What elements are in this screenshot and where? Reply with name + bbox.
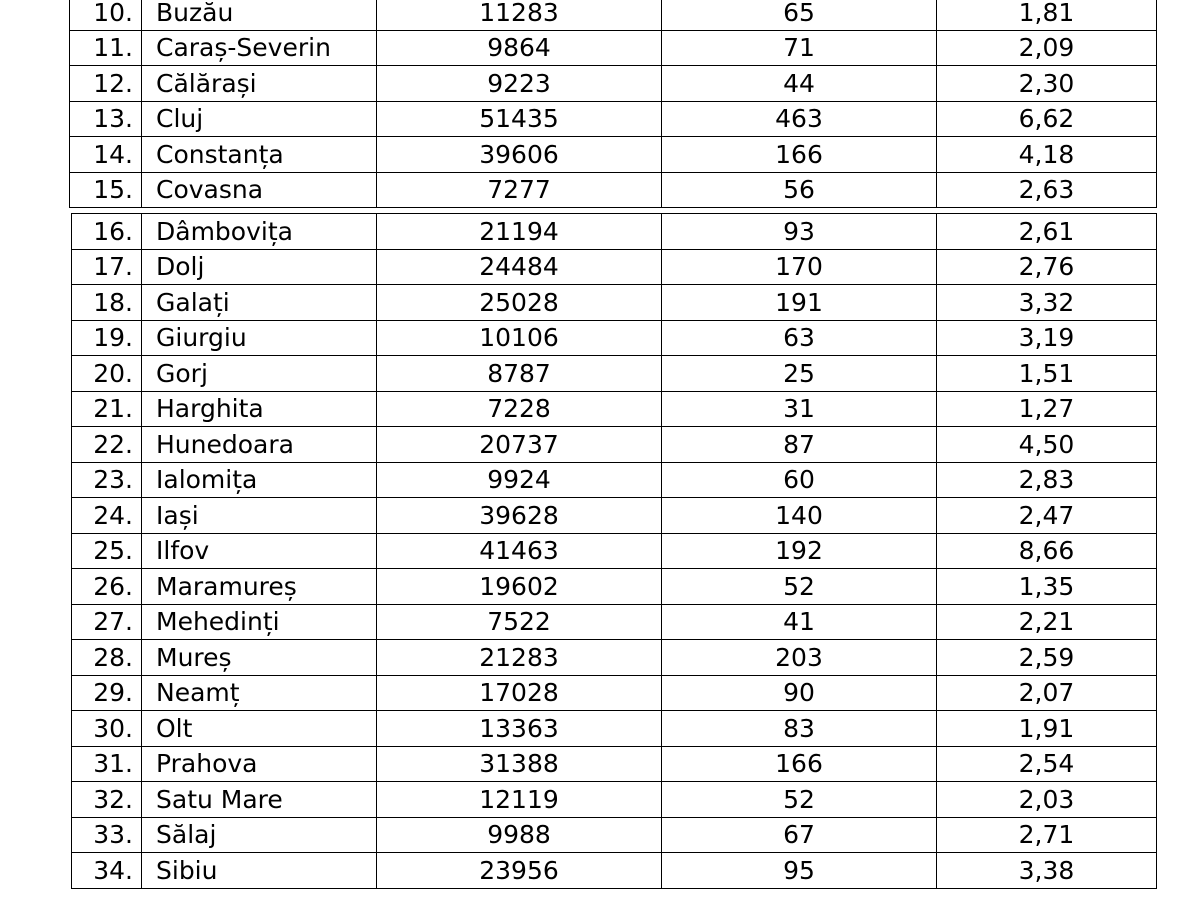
value-col-b: 71 <box>662 30 937 66</box>
row-number: 20. <box>72 356 142 392</box>
value-col-c: 1,91 <box>937 711 1157 747</box>
value-col-b: 67 <box>662 817 937 853</box>
row-number: 17. <box>72 249 142 285</box>
value-col-a: 7277 <box>377 172 662 208</box>
table-row <box>72 249 1157 285</box>
table-row <box>72 853 1157 889</box>
county-name: Caraș-Severin <box>142 30 377 66</box>
table-row <box>70 172 1157 208</box>
row-number: 30. <box>72 711 142 747</box>
table-row <box>72 320 1157 356</box>
value-col-c: 2,63 <box>937 172 1157 208</box>
row-number: 12. <box>70 66 142 102</box>
county-name: Buzău <box>142 0 377 30</box>
value-col-a: 10106 <box>377 320 662 356</box>
county-name: Harghita <box>142 391 377 427</box>
table-row <box>72 640 1157 676</box>
value-col-a: 12119 <box>377 782 662 818</box>
value-col-a: 20737 <box>377 427 662 463</box>
table-row <box>72 675 1157 711</box>
value-col-a: 39628 <box>377 498 662 534</box>
value-col-b: 63 <box>662 320 937 356</box>
table-row <box>72 356 1157 392</box>
value-col-a: 9924 <box>377 462 662 498</box>
county-name: Maramureș <box>142 569 377 605</box>
county-name: Giurgiu <box>142 320 377 356</box>
value-col-a: 13363 <box>377 711 662 747</box>
value-col-c: 3,19 <box>937 320 1157 356</box>
county-name: Sibiu <box>142 853 377 889</box>
table-row <box>72 533 1157 569</box>
value-col-c: 2,54 <box>937 746 1157 782</box>
value-col-b: 166 <box>662 746 937 782</box>
value-col-c: 2,71 <box>937 817 1157 853</box>
value-col-a: 39606 <box>377 137 662 173</box>
value-col-a: 25028 <box>377 285 662 321</box>
value-col-b: 95 <box>662 853 937 889</box>
value-col-a: 31388 <box>377 746 662 782</box>
row-number: 22. <box>72 427 142 463</box>
county-name: Neamț <box>142 675 377 711</box>
table-row <box>70 66 1157 102</box>
value-col-a: 9864 <box>377 30 662 66</box>
value-col-c: 1,27 <box>937 391 1157 427</box>
table-body-bottom <box>72 214 1157 889</box>
value-col-c: 1,51 <box>937 356 1157 392</box>
value-col-b: 140 <box>662 498 937 534</box>
row-number: 19. <box>72 320 142 356</box>
county-name: Covasna <box>142 172 377 208</box>
value-col-c: 4,50 <box>937 427 1157 463</box>
value-col-c: 2,83 <box>937 462 1157 498</box>
row-number: 11. <box>70 30 142 66</box>
county-name: Dâmbovița <box>142 214 377 250</box>
value-col-a: 21194 <box>377 214 662 250</box>
row-number: 32. <box>72 782 142 818</box>
value-col-c: 2,30 <box>937 66 1157 102</box>
county-table-top <box>69 0 1157 208</box>
table-row <box>70 0 1157 30</box>
value-col-b: 60 <box>662 462 937 498</box>
table-row <box>70 101 1157 137</box>
row-number: 28. <box>72 640 142 676</box>
value-col-a: 17028 <box>377 675 662 711</box>
table-row <box>72 214 1157 250</box>
row-number: 23. <box>72 462 142 498</box>
county-name: Călărași <box>142 66 377 102</box>
value-col-c: 2,61 <box>937 214 1157 250</box>
value-col-c: 2,09 <box>937 30 1157 66</box>
table-row <box>72 746 1157 782</box>
value-col-c: 2,21 <box>937 604 1157 640</box>
value-col-b: 87 <box>662 427 937 463</box>
county-name: Dolj <box>142 249 377 285</box>
table-row <box>72 817 1157 853</box>
value-col-a: 7228 <box>377 391 662 427</box>
county-name: Satu Mare <box>142 782 377 818</box>
county-table-bottom <box>71 213 1157 889</box>
value-col-a: 9988 <box>377 817 662 853</box>
county-name: Ialomița <box>142 462 377 498</box>
row-number: 27. <box>72 604 142 640</box>
value-col-b: 170 <box>662 249 937 285</box>
value-col-a: 23956 <box>377 853 662 889</box>
value-col-b: 25 <box>662 356 937 392</box>
county-name: Prahova <box>142 746 377 782</box>
value-col-b: 83 <box>662 711 937 747</box>
value-col-c: 2,76 <box>937 249 1157 285</box>
value-col-c: 1,35 <box>937 569 1157 605</box>
value-col-c: 2,47 <box>937 498 1157 534</box>
row-number: 33. <box>72 817 142 853</box>
value-col-a: 11283 <box>377 0 662 30</box>
table-row <box>72 285 1157 321</box>
county-name: Mehedinți <box>142 604 377 640</box>
value-col-b: 52 <box>662 569 937 605</box>
value-col-b: 44 <box>662 66 937 102</box>
value-col-c: 8,66 <box>937 533 1157 569</box>
value-col-b: 41 <box>662 604 937 640</box>
county-name: Galați <box>142 285 377 321</box>
table-row <box>72 782 1157 818</box>
table-row <box>72 427 1157 463</box>
value-col-a: 7522 <box>377 604 662 640</box>
row-number: 29. <box>72 675 142 711</box>
table-row <box>72 604 1157 640</box>
value-col-b: 166 <box>662 137 937 173</box>
county-name: Hunedoara <box>142 427 377 463</box>
row-number: 10. <box>70 0 142 30</box>
value-col-a: 41463 <box>377 533 662 569</box>
county-name: Gorj <box>142 356 377 392</box>
value-col-b: 65 <box>662 0 937 30</box>
value-col-a: 51435 <box>377 101 662 137</box>
value-col-b: 31 <box>662 391 937 427</box>
county-name: Iași <box>142 498 377 534</box>
value-col-a: 21283 <box>377 640 662 676</box>
row-number: 15. <box>70 172 142 208</box>
value-col-a: 19602 <box>377 569 662 605</box>
row-number: 31. <box>72 746 142 782</box>
row-number: 16. <box>72 214 142 250</box>
value-col-c: 3,38 <box>937 853 1157 889</box>
row-number: 21. <box>72 391 142 427</box>
row-number: 26. <box>72 569 142 605</box>
value-col-b: 203 <box>662 640 937 676</box>
row-number: 24. <box>72 498 142 534</box>
row-number: 18. <box>72 285 142 321</box>
county-name: Mureș <box>142 640 377 676</box>
value-col-a: 8787 <box>377 356 662 392</box>
value-col-a: 24484 <box>377 249 662 285</box>
value-col-c: 4,18 <box>937 137 1157 173</box>
value-col-b: 52 <box>662 782 937 818</box>
row-number: 25. <box>72 533 142 569</box>
table-row <box>72 569 1157 605</box>
value-col-c: 2,59 <box>937 640 1157 676</box>
value-col-b: 192 <box>662 533 937 569</box>
value-col-a: 9223 <box>377 66 662 102</box>
table-row <box>72 498 1157 534</box>
table-row <box>70 137 1157 173</box>
value-col-c: 2,07 <box>937 675 1157 711</box>
table-row <box>72 462 1157 498</box>
county-name: Cluj <box>142 101 377 137</box>
county-name: Constanța <box>142 137 377 173</box>
table-body-top <box>70 0 1157 208</box>
table-row <box>72 391 1157 427</box>
value-col-b: 90 <box>662 675 937 711</box>
value-col-b: 191 <box>662 285 937 321</box>
value-col-c: 6,62 <box>937 101 1157 137</box>
value-col-c: 3,32 <box>937 285 1157 321</box>
county-name: Ilfov <box>142 533 377 569</box>
county-name: Sălaj <box>142 817 377 853</box>
value-col-b: 56 <box>662 172 937 208</box>
row-number: 14. <box>70 137 142 173</box>
table-row <box>70 30 1157 66</box>
value-col-b: 93 <box>662 214 937 250</box>
row-number: 13. <box>70 101 142 137</box>
county-name: Olt <box>142 711 377 747</box>
value-col-c: 1,81 <box>937 0 1157 30</box>
value-col-b: 463 <box>662 101 937 137</box>
value-col-c: 2,03 <box>937 782 1157 818</box>
row-number: 34. <box>72 853 142 889</box>
table-row <box>72 711 1157 747</box>
